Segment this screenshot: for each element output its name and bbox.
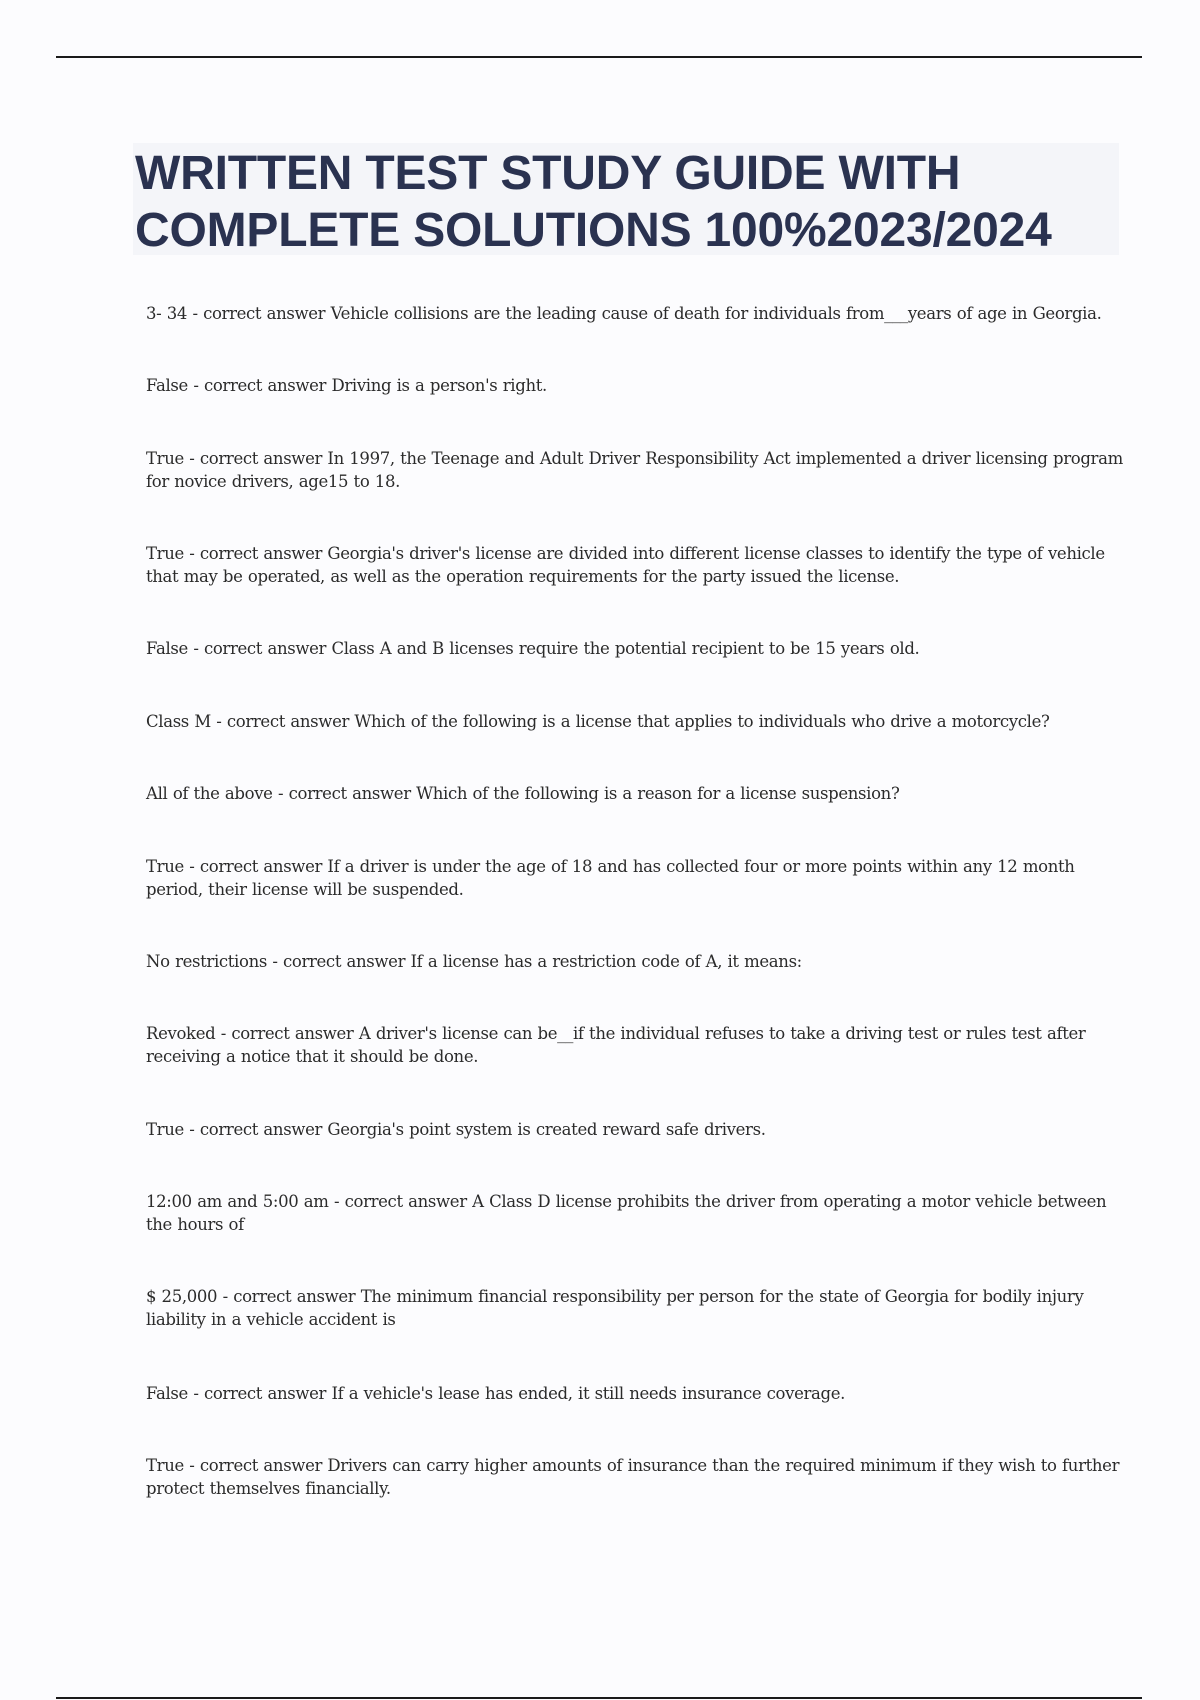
- qa-item: No restrictions - correct answer If a license has a restriction code of A, it means:: [146, 952, 802, 971]
- qa-item: True - correct answer Georgia's driver's license are divided into different license classes to identify the type of vehicle that may be operated, as well as the operation requirements for the party issued the license.: [146, 544, 1105, 586]
- qa-item: True - correct answer If a driver is under the age of 18 and has collected four or more points within any 12 month period, their license will be suspended.: [146, 857, 1075, 899]
- document-title: WRITTEN TEST STUDY GUIDE WITH COMPLETE SOLUTIONS 100%2023/2024: [135, 147, 1052, 257]
- qa-item: Class M - correct answer Which of the following is a license that applies to individuals who drive a motorcycle?: [146, 712, 1050, 731]
- qa-item: All of the above - correct answer Which of the following is a reason for a license suspension?: [146, 784, 900, 803]
- qa-item: True - correct answer In 1997, the Teenage and Adult Driver Responsibility Act implemented a driver licensing program for novice drivers, age15 to 18.: [146, 449, 1123, 491]
- qa-item: False - correct answer Class A and B licenses require the potential recipient to be 15 years old.: [146, 639, 920, 658]
- qa-item: True - correct answer Georgia's point system is created reward safe drivers.: [146, 1120, 766, 1139]
- qa-item: $ 25,000 - correct answer The minimum financial responsibility per person for the state of Georgia for bodily injury liability in a vehicle accident is: [146, 1287, 1084, 1329]
- qa-item: False - correct answer Driving is a person's right.: [146, 376, 547, 395]
- qa-item: False - correct answer If a vehicle's lease has ended, it still needs insurance coverage.: [146, 1384, 846, 1403]
- qa-item: 12:00 am and 5:00 am - correct answer A Class D license prohibits the driver from operating a motor vehicle between the hours of: [146, 1192, 1107, 1234]
- bottom-divider: [56, 1697, 1142, 1699]
- qa-item: True - correct answer Drivers can carry higher amounts of insurance than the required minimum if they wish to further protect themselves financially.: [146, 1456, 1120, 1498]
- top-divider: [56, 56, 1142, 58]
- qa-item: Revoked - correct answer A driver's license can be__if the individual refuses to take a driving test or rules test after receiving a notice that it should be done.: [146, 1024, 1086, 1066]
- qa-item: 3- 34 - correct answer Vehicle collisions are the leading cause of death for individuals from___years of age in Georgia.: [146, 304, 1102, 323]
